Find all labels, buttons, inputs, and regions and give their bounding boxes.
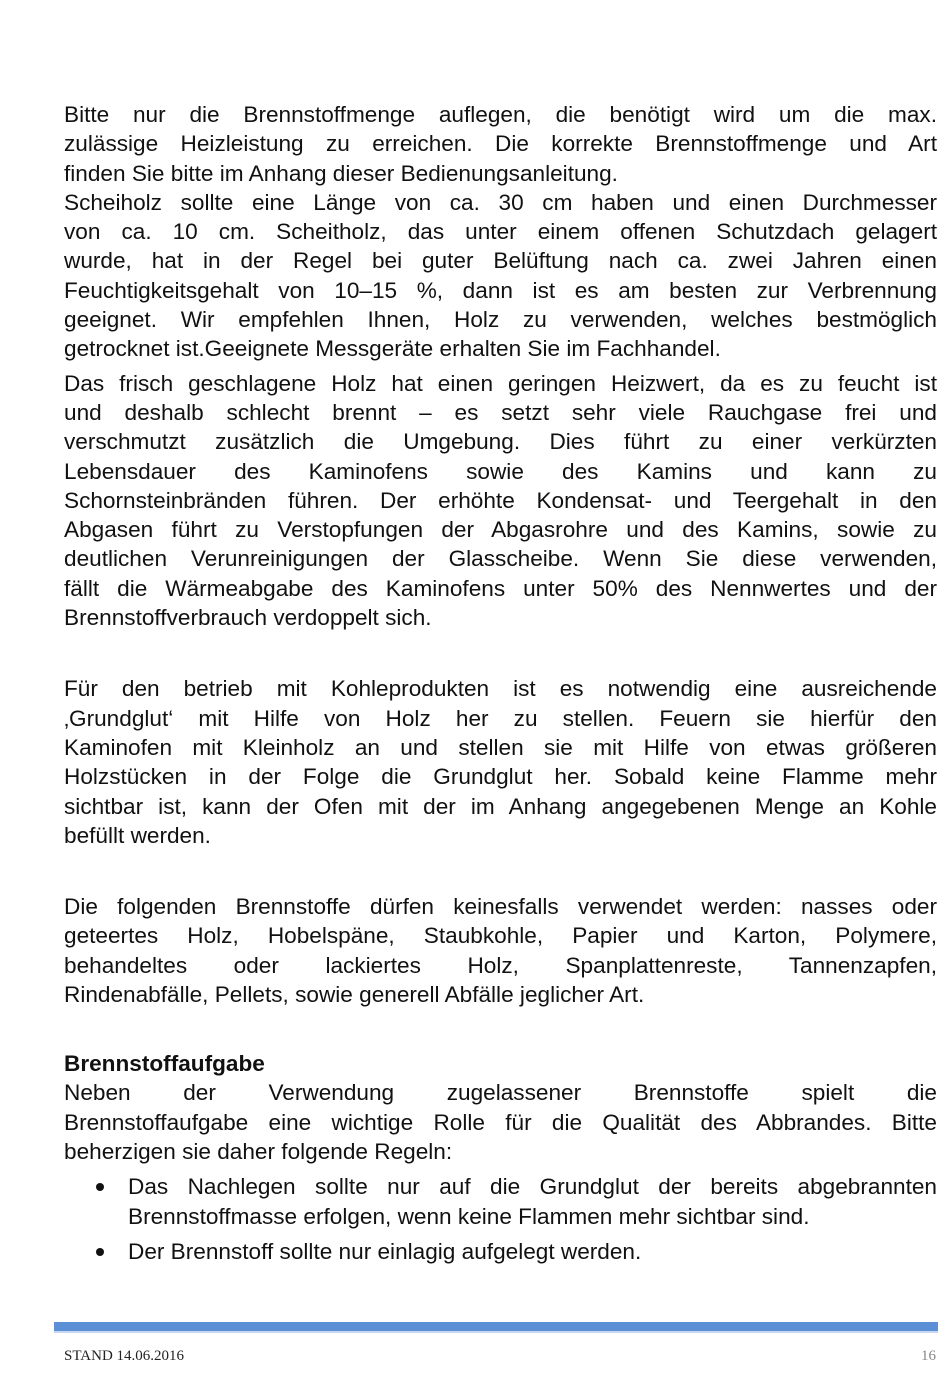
text-line: wurde, hat in der Regel bei guter Belüftung nach ca. zwei Jahren einen [64,248,937,274]
section-heading: Brennstoffaufgabe [64,1051,265,1077]
text-line: von ca. 10 cm. Scheitholz, das unter einem offenen Schutzdach gelagert [64,219,937,245]
text-line: fällt die Wärmeabgabe des Kaminofens unter 50% des Nennwertes und der [64,575,937,601]
text-line: Das Nachlegen sollte nur auf die Grundglut der bereits abgebrannten [128,1174,937,1200]
text-line: Die folgenden Brennstoffe dürfen keinesfalls verwendet werden: nasses oder [64,894,937,920]
text-line: ‚Grundglut‘ mit Hilfe von Holz her zu stellen. Feuern sie hierfür den [64,705,937,731]
rules-list [64,1172,937,1266]
text-line: verschmutzt zusätzlich die Umgebung. Dies führt zu einer verkürzten [64,429,937,455]
text-line: Lebensdauer des Kaminofens sowie des Kamins und kann zu [64,458,937,484]
text-line: Scheiholz sollte eine Länge von ca. 30 cm haben und einen Durchmesser [64,189,937,215]
text-line: Brennstoffaufgabe eine wichtige Rolle für die Qualität des Abbrandes. Bitte [64,1109,937,1135]
paragraph-brennstoffmenge [64,100,937,364]
text-line: und deshalb schlecht brennt – es setzt sehr viele Rauchgase frei und [64,399,937,425]
text-line: Neben der Verwendung zugelassener Brennstoffe spielt die [64,1080,937,1106]
section-intro [64,1078,937,1166]
text-line: befüllt werden. [64,822,211,848]
bullet-icon [96,1183,104,1191]
text-line: geeignet. Wir empfehlen Ihnen, Holz zu verwenden, welches bestmöglich [64,307,937,333]
text-line: getrocknet ist.Geeignete Messgeräte erhalten Sie im Fachhandel. [64,336,721,362]
text-line: finden Sie bitte im Anhang dieser Bedienungsanleitung. [64,160,618,186]
paragraph-kohleprodukte [64,674,937,850]
footer-rule-shadow [54,1331,938,1333]
text-line: beherzigen sie daher folgende Regeln: [64,1138,453,1164]
text-line: Bitte nur die Brennstoffmenge auflegen, die benötigt wird um die max. [64,102,937,127]
text-line: Abgasen führt zu Verstopfungen der Abgasrohre und des Kamins, sowie zu [64,517,937,543]
footer-stand-date: STAND 14.06.2016 [64,1348,185,1364]
page-body [64,100,937,1266]
text-line: Feuchtigkeitsgehalt von 10–15 %, dann ist es am besten zur Verbrennung [64,277,937,303]
text-line: deutlichen Verunreinigungen der Glasscheibe. Wenn Sie diese verwenden, [64,546,937,572]
paragraph-verbotene-brennstoffe [64,892,937,1009]
text-line: behandeltes oder lackiertes Holz, Spanplattenreste, Tannenzapfen, [64,952,937,978]
text-line: zulässige Heizleistung zu erreichen. Die korrekte Brennstoffmenge und Art [64,131,937,157]
list-item [64,1172,937,1231]
text-line: Für den betrieb mit Kohleprodukten ist es notwendig eine ausreichende [64,676,937,702]
text-line: Brennstoffverbrauch verdoppelt sich. [64,605,432,631]
list-item [64,1237,937,1266]
text-line: Schornsteinbränden führen. Der erhöhte Kondensat- und Teergehalt in den [64,487,937,513]
paragraph-frisches-holz [64,369,937,633]
text-line: Rindenabfälle, Pellets, sowie generell Abfälle jeglicher Art. [64,982,645,1008]
page-number: 16 [921,1348,936,1364]
text-line: sichtbar ist, kann der Ofen mit der im Anhang angegebenen Menge an Kohle [64,793,937,819]
text-line: Der Brennstoff sollte nur einlagig aufgelegt werden. [128,1238,642,1264]
text-line: Kaminofen mit Kleinholz an und stellen sie mit Hilfe von etwas größeren [64,734,937,760]
bullet-icon [96,1248,104,1256]
text-line: geteertes Holz, Hobelspäne, Staubkohle, Papier und Karton, Polymere, [64,923,937,949]
text-line: Das frisch geschlagene Holz hat einen geringen Heizwert, da es zu feucht ist [64,370,937,396]
text-line: Brennstoffmasse erfolgen, wenn keine Flammen mehr sichtbar sind. [128,1203,810,1229]
text-line: Holzstücken in der Folge die Grundglut her. Sobald keine Flamme mehr [64,764,937,790]
footer-rule [54,1322,938,1331]
